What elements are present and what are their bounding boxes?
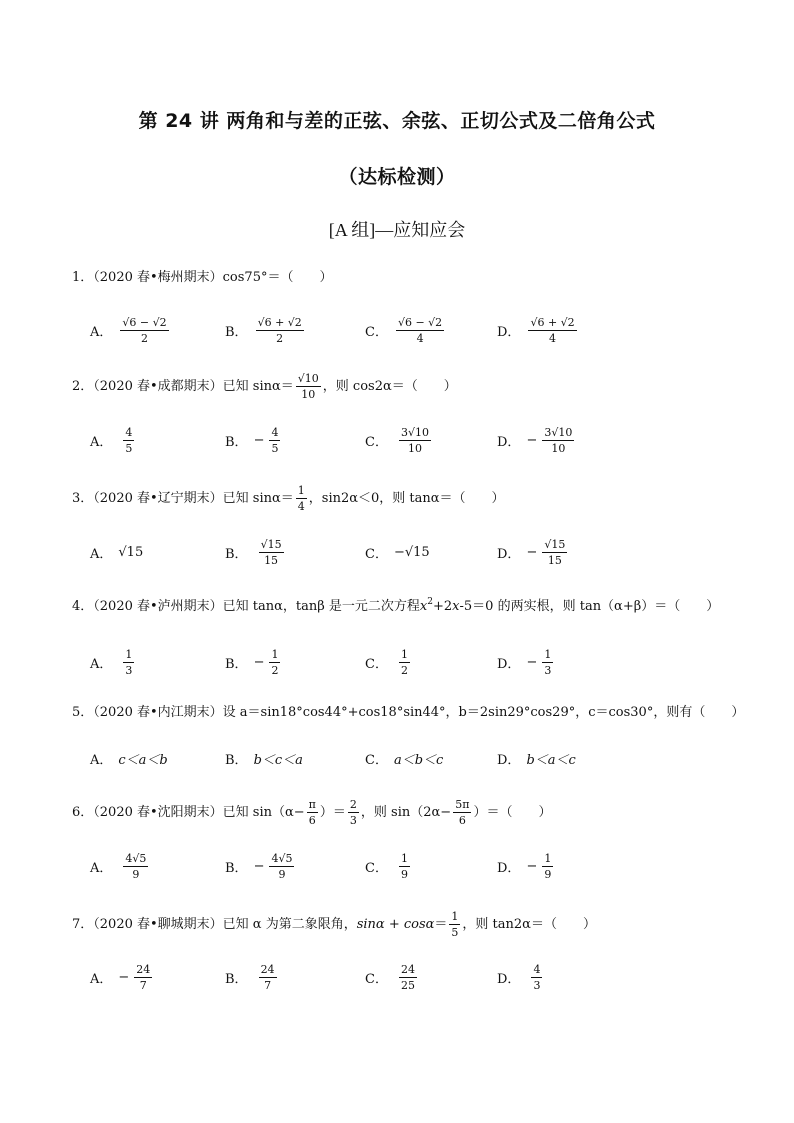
option-c: C． $\frac{24}{25}$ bbox=[365, 962, 415, 992]
option-d: D． − $\frac{3√10}{10}$ bbox=[497, 425, 573, 455]
option-d: D． − $\frac{1}{3}$ bbox=[497, 647, 552, 677]
fraction: $\frac{√6 + √2}{4}$ bbox=[530, 315, 575, 345]
question-1-options bbox=[90, 310, 750, 350]
option-c: C． $\frac{√6 - √2}{4}$ bbox=[365, 315, 443, 345]
question-7-options bbox=[90, 957, 750, 997]
group-heading: [A 组]—应知应会 bbox=[328, 220, 466, 240]
page-title: 第 24 讲 两角和与差的正弦、余弦、正切公式及二倍角公式 bbox=[138, 110, 656, 132]
option-c: C． $\frac{1}{9}$ bbox=[365, 851, 408, 881]
question-3-stem: 3．（2020 春•辽宁期末）已知 sinα＝ $\frac{1}{4}$ ，sin2α＜0，则 tanα＝（ ） bbox=[72, 484, 505, 513]
option-b: B． − $\frac{4√5}{9}$ bbox=[225, 851, 293, 881]
option-a: A． $\frac{√6 - √2}{2}$ bbox=[90, 315, 167, 345]
fraction: $\frac{√6 - √2}{2}$ bbox=[122, 315, 167, 345]
option-c: C． $\frac{3√10}{10}$ bbox=[365, 425, 429, 455]
question-5-options bbox=[90, 738, 750, 778]
fraction: $\frac{√6 - √2}{4}$ bbox=[397, 315, 443, 345]
option-b: B． − $\frac{4}{5}$ bbox=[225, 425, 279, 455]
option-d: D． $\frac{√6 + √2}{4}$ bbox=[497, 315, 575, 345]
option-c: C． −√15 bbox=[365, 544, 430, 562]
option-a: A． $\frac{1}{3}$ bbox=[90, 647, 133, 677]
option-a: A． $\frac{4√5}{9}$ bbox=[90, 851, 147, 881]
question-4-stem: 4．（2020 春•泸州期末）已知 tanα，tanβ 是一元二次方程 x 2 +2 x -5＝0 的两实根，则 tan（α+β）＝（ ） bbox=[72, 597, 720, 614]
question-5-stem: 5．（2020 春•内江期末）设 a＝sin18°cos44°+cos18°sin44°，b＝2sin29°cos29°，c＝cos30°，则有（ ） bbox=[72, 705, 745, 720]
option-c: C． a＜b＜c bbox=[365, 752, 444, 768]
question-6-stem: 6．（2020 春•沈阳期末）已知 sin（α− $\frac{\pi}{6}$ ）＝ $\frac{2}{3}$ ，则 sin（2α− $\frac{5\pi}{6}$ ）＝（ ） bbox=[72, 798, 552, 827]
option-c: C． $\frac{1}{2}$ bbox=[365, 647, 408, 677]
question-4-options bbox=[90, 642, 750, 682]
question-6-options bbox=[90, 846, 750, 886]
fraction: $\frac{1}{4}$ bbox=[297, 484, 305, 513]
option-b: B． $\frac{√6 + √2}{2}$ bbox=[225, 315, 302, 345]
option-a: A． − $\frac{24}{7}$ bbox=[90, 962, 151, 992]
question-7-stem: 7．（2020 春•聊城期末）已知 α 为第二象限角， sinα + cosα ＝ $\frac{1}{5}$ ，则 tan2α＝（ ） bbox=[72, 910, 596, 939]
option-d: D． $\frac{4}{3}$ bbox=[497, 962, 541, 992]
option-b: B． b＜c＜a bbox=[225, 752, 303, 768]
option-a: A． √15 bbox=[90, 544, 144, 562]
question-2-options bbox=[90, 420, 750, 460]
question-3-options bbox=[90, 532, 750, 572]
question-1-stem: 1．（2020 春•梅州期末）cos75°＝（ ） bbox=[72, 270, 333, 285]
fraction: $\frac{√10}{10}$ bbox=[297, 372, 319, 401]
page-subtitle: （达标检测） bbox=[338, 166, 456, 188]
option-d: D． − $\frac{1}{9}$ bbox=[497, 851, 552, 881]
option-b: B． − $\frac{1}{2}$ bbox=[225, 647, 279, 677]
option-a: A． c＜a＜b bbox=[90, 752, 168, 768]
option-d: D． − $\frac{√15}{15}$ bbox=[497, 537, 566, 567]
fraction: $\frac{√6 + √2}{2}$ bbox=[257, 315, 302, 345]
option-b: B． $\frac{24}{7}$ bbox=[225, 962, 275, 992]
option-a: A． $\frac{4}{5}$ bbox=[90, 425, 133, 455]
option-d: D． b＜a＜c bbox=[497, 752, 576, 768]
question-2-stem: 2．（2020 春•成都期末）已知 sinα＝ $\frac{√10}{10}$ ，则 cos2α＝（ ） bbox=[72, 372, 457, 401]
option-b: B． $\frac{√15}{15}$ bbox=[225, 537, 282, 567]
